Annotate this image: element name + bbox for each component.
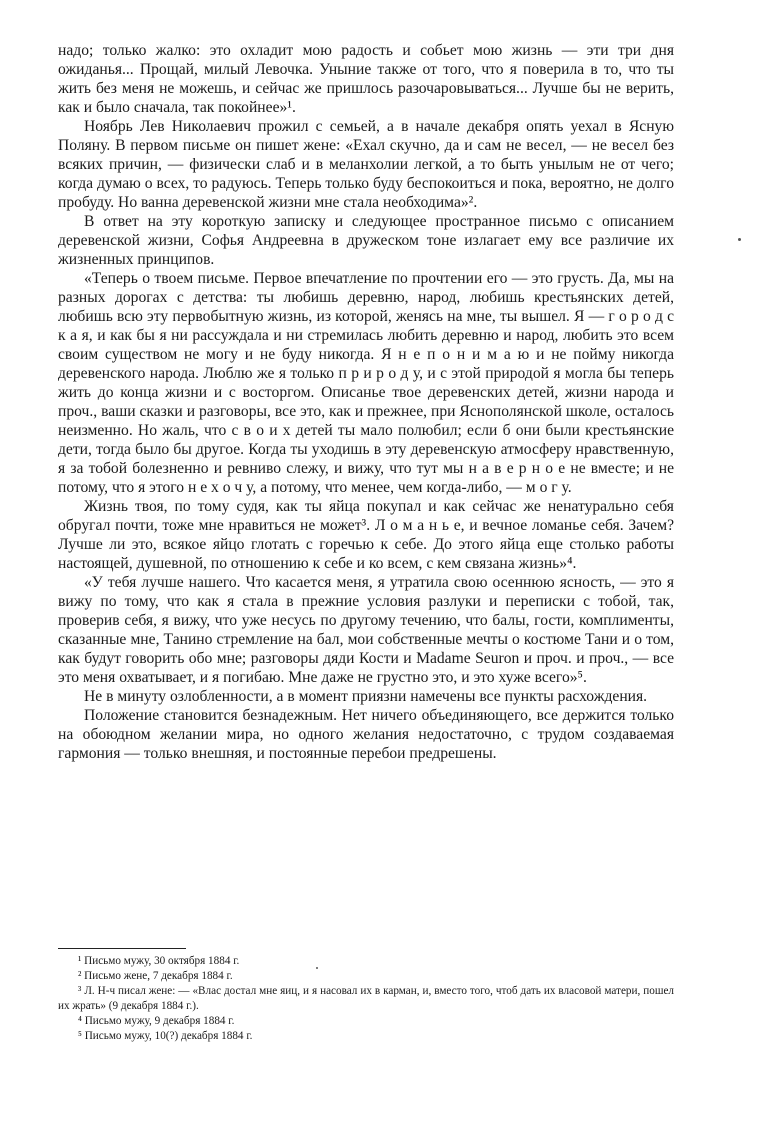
footnote-1: ¹ Письмо мужу, 30 октября 1884 г. <box>78 955 240 967</box>
paragraph-8: Положение становится безнадежным. Нет ничего объединяющего, все держится только на обоюдном желании мира, но одного желания недостаточно, с трудом создаваемая гармония — только внешняя, и постоянные перебои предрешены. <box>58 707 674 762</box>
paragraph-2: Ноябрь Лев Николаевич прожил с семьей, а в начале декабря опять уехал в Ясную Поляну. В первом письме он пишет жене: «Ехал скучно, да и сам не весел, — не весел без всяких причин, — физически слаб и в меланхолии легкой, а то быть унылым не от чего; когда думаю о всех, то радуюсь. Теперь только буду беспокоиться и пока, вероятно, не долго пробуду. Но ванна деревенской жизни мне стала необходима»². <box>58 118 674 211</box>
footnotes <box>58 948 674 1044</box>
footnote-divider <box>58 948 186 949</box>
paragraph-3: В ответ на эту короткую записку и следующее пространное письмо с описанием деревенской жизни, Софья Андреевна в дружеском тоне излагает ему все различие их жизненных принципов. <box>58 213 674 268</box>
paragraph-7: Не в минуту озлобленности, а в момент приязни намечены все пункты расхождения. <box>84 688 648 705</box>
paragraph-5: Жизнь твоя, по тому судя, как ты яйца покупал и как сейчас же ненатурально себя обругал почти, тоже мне нравиться не может³. Л о м а н ь е, и вечное ломанье себя. Зачем? Лучше ли это, всякое яйцо глотать с горечью к себе. До этого яйца еще столько работы настоящей, душевной, по отношению к себе и ко всем, с кем связана жизнь»⁴. <box>58 498 674 572</box>
paragraph-6-letter: «У тебя лучше нашего. Что касается меня, я утратила свою осеннюю ясность, — это я вижу по тому, что как я стала в прежние условия разлуки и переписки с тобой, так, проверив себя, я вижу, что уже несусь по другому течению, что балы, гости, комплименты, сказанные мне, Танино стремление на бал, мои собственные мечты о костюме Тани и о том, как будут говорить обо мне; разговоры дяди Кости и Madame Seuron и проч. и проч., — все это меня охватывает, и я погибаю. Мне даже не грустно это, и это хуже всего»⁵. <box>58 574 674 686</box>
footnote-3: ³ Л. Н-ч писал жене: — «Влас достал мне яиц, и я насовал их в карман, и, вместо того, чтоб дать их власовой матери, пошел их жрать» (9 декабря 1884 г.). <box>58 985 674 1012</box>
paragraph-1: надо; только жалко: это охладит мою радость и собьет мою жизнь — эти три дня ожиданья... Прощай, милый Левочка. Уныние также от того, что я поверила в то, что ты жить без меня не можешь, и сейчас же пришлось разочаровываться... Лучше бы не верить, как и было сначала, так покойнее»¹. <box>58 42 674 116</box>
scan-speck <box>738 238 741 241</box>
main-text <box>58 41 674 763</box>
footnote-4: ⁴ Письмо мужу, 9 декабря 1884 г. <box>78 1015 235 1027</box>
footnote-5: ⁵ Письмо мужу, 10(?) декабря 1884 г. <box>78 1030 253 1042</box>
paragraph-4-letter: «Теперь о твоем письме. Первое впечатление по прочтении его — это грусть. Да, мы на разных дорогах с детства: ты любишь деревню, народ, любишь крестьянских детей, любишь всю эту первобытную жизнь, из которой, женясь на мне, ты вышел. Я — г о р о д с к а я, и как бы я ни рассуждала и ни стремилась любить деревню и народ, любить это всем своим существом не могу и не буду никогда. Я н е п о н и м а ю и не пойму никогда деревенского народа. Люблю же я только п р и р о д у, и с этой природой я могла бы теперь жить до конца жизни и с восторгом. Описанье твое деревенских детей, жизни народа и проч., ваши сказки и разговоры, все это, как и прежнее, при Яснополянской школе, осталось неизменно. Но жаль, что с в о и х детей ты мало полюбил; если б они были крестьянские дети, тогда было бы другое. Когда ты уходишь в эту деревенскую атмосферу нравственную, я за тобой болезненно и ревниво слежу, и вижу, что тут мы н а в е р н о е не вместе; и не потому, что я этого н е х о ч у, а потому, что менее, чем когда-либо, — м о г у. <box>58 270 674 496</box>
scan-speck <box>316 967 318 969</box>
footnote-2: ² Письмо жене, 7 декабря 1884 г. <box>78 970 233 982</box>
